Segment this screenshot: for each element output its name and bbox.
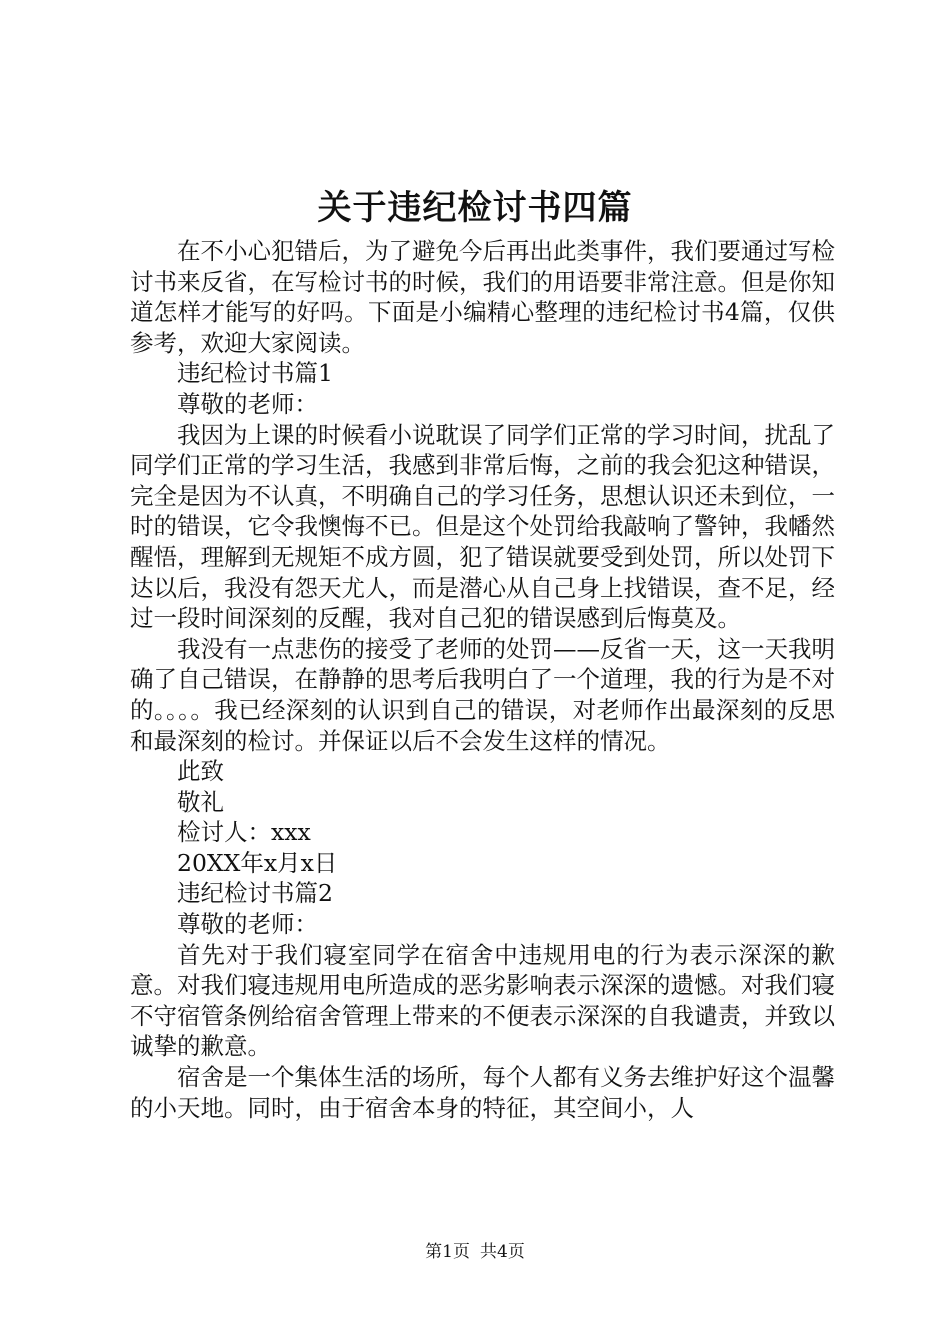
document-body (130, 236, 835, 1123)
page-total: 共4页 (480, 1242, 525, 1262)
date-line: 20XX年x月x日 (177, 848, 338, 877)
section-heading-1: 违纪检讨书篇1 (177, 359, 333, 388)
closing-line: 敬礼 (177, 787, 224, 816)
closing-line: 此致 (177, 757, 224, 786)
body-paragraph: 宿舍是一个集体生活的场所，每个人都有义务去维护好这个温馨的小天地。同时，由于宿舍本身的特征，其空间小，人 (130, 1063, 835, 1122)
body-paragraph: 我没有一点悲伤的接受了老师的处罚——反省一天，这一天我明确了自己错误，在静静的思考后我明白了一个道理，我的行为是不对的。。。。我已经深刻的认识到自己的错误，对老师作出最深刻的反思和最深刻的检讨。并保证以后不会发生这样的情况。 (130, 634, 835, 755)
intro-paragraph: 在不小心犯错后，为了避免今后再出此类事件，我们要通过写检讨书来反省，在写检讨书的时候，我们的用语要非常注意。但是你知道怎样才能写的好吗。下面是小编精心整理的违纪检讨书4篇，仅供参考，欢迎大家阅读。 (130, 237, 835, 357)
signature-line: 检讨人：xxx (177, 818, 311, 847)
body-paragraph: 首先对于我们寝室同学在宿舍中违规用电的行为表示深深的歉意。对我们寝违规用电所造成的恶劣影响表示深深的遗憾。对我们寝不守宿管条例给宿舍管理上带来的不便表示深深的自我谴责，并致以诚挚的歉意。 (130, 940, 835, 1061)
document-title: 关于违纪检讨书四篇 (317, 188, 633, 228)
page-number: 第1页 (425, 1242, 470, 1262)
section-heading-2: 违纪检讨书篇2 (177, 879, 333, 908)
page-footer (0, 1240, 950, 1264)
salutation-2: 尊敬的老师： (177, 910, 318, 939)
body-paragraph: 我因为上课的时候看小说耽误了同学们正常的学习时间，扰乱了同学们正常的学习生活，我感到非常后悔，之前的我会犯这种错误，完全是因为不认真，不明确自己的学习任务，思想认识还未到位，一时的错误，它令我懊悔不已。但是这个处罚给我敲响了警钟，我幡然醒悟，理解到无规矩不成方圆，犯了错误就要受到处罚，所以处罚下达以后，我没有怨天尤人，而是潜心从自己身上找错误，查不足，经过一段时间深刻的反醒，我对自己犯的错误感到后悔莫及。 (130, 420, 835, 633)
salutation-1: 尊敬的老师： (177, 389, 318, 418)
